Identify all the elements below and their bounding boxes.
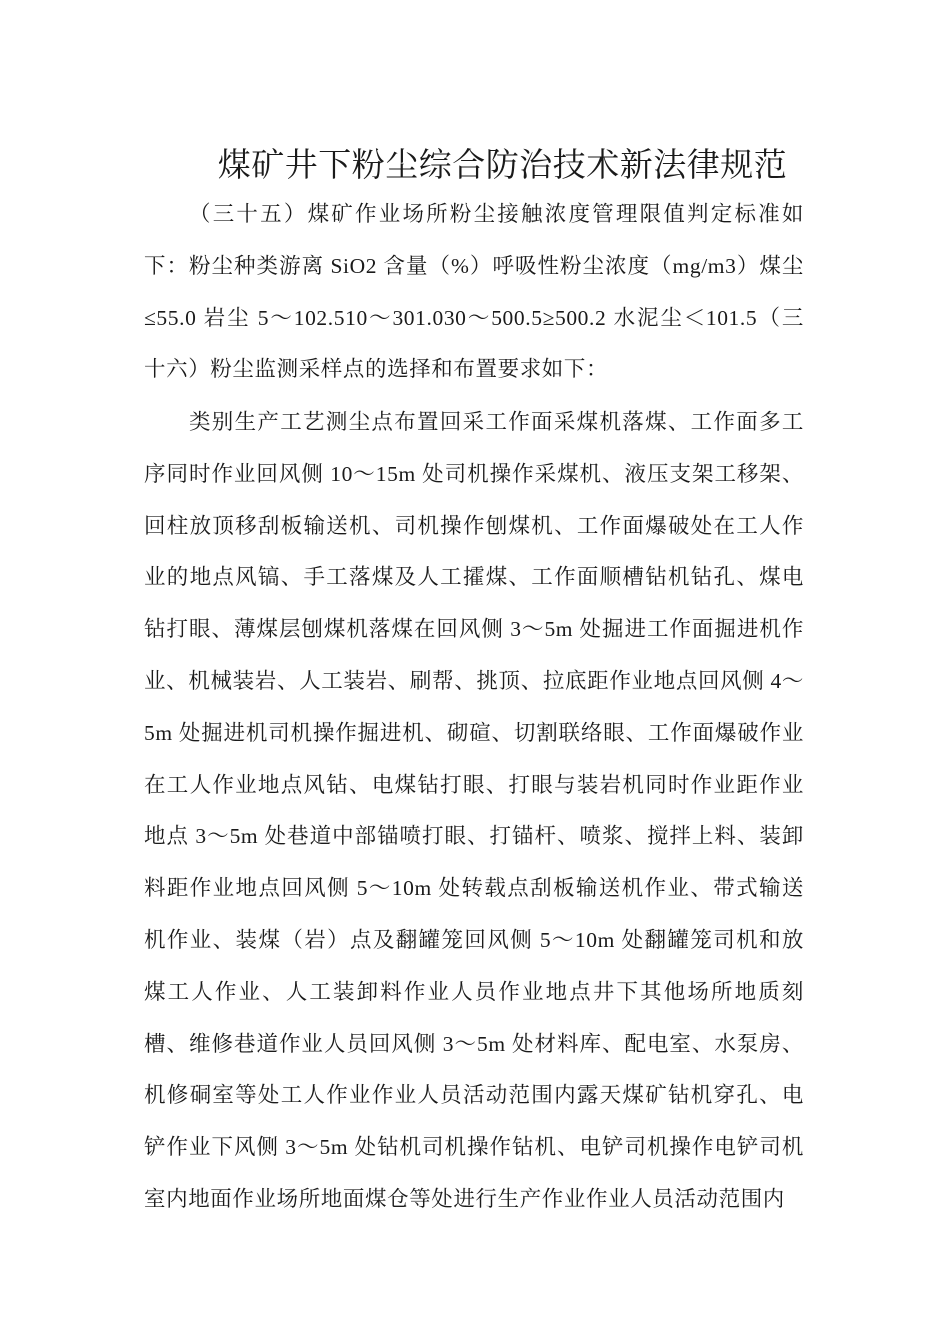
document-title: 煤矿井下粉尘综合防治技术新法律规范	[217, 148, 788, 185]
paragraph-sampling-points: 类别生产工艺测尘点布置回采工作面采煤机落煤、工作面多工序同时作业回风侧 10～15m 处司机操作采煤机、液压支架工移架、回柱放顶移刮板输送机、司机操作刨煤机、工作面爆破处在工人作业的地点风镐、手工落煤及人工攉煤、工作面顺槽钻机钻孔、煤电钻打眼、薄煤层刨煤机落煤在回风侧 3～5m 处掘进工作面掘进机作业、机械装岩、人工装岩、刷帮、挑顶、拉底距作业地点回风侧 4～5m 处掘进机司机操作掘进机、砌碹、切割联络眼、工作面爆破作业在工人作业地点风钻、电煤钻打眼、打眼与装岩机同时作业距作业地点 3～5m 处巷道中部锚喷打眼、打锚杆、喷浆、搅拌上料、装卸料距作业地点回风侧 5～10m 处转载点刮板输送机作业、带式输送机作业、装煤（岩）点及翻罐笼回风侧 5～10m 处翻罐笼司机和放煤工人作业、人工装卸料作业人员作业地点井下其他场所地质刻槽、维修巷道作业人员回风侧 3～5m 处材料库、配电室、水泵房、机修硐室等处工人作业作业人员活动范围内露天煤矿钻机穿孔、电铲作业下风侧 3～5m 处钻机司机操作钻机、电铲司机操作电铲司机室内地面作业场所地面煤仓等处进行生产作业作业人员活动范围内	[144, 410, 804, 1211]
paragraph-dust-limits: （三十五）煤矿作业场所粉尘接触浓度管理限值判定标准如下：粉尘种类游离 SiO2 含量（%）呼吸性粉尘浓度（mg/m3）煤尘≤55.0 岩尘 5～102.510～301.030～500.5≥500.2 水泥尘＜101.5（三十六）粉尘监测采样点的选择和布置要求如下：	[144, 202, 804, 382]
